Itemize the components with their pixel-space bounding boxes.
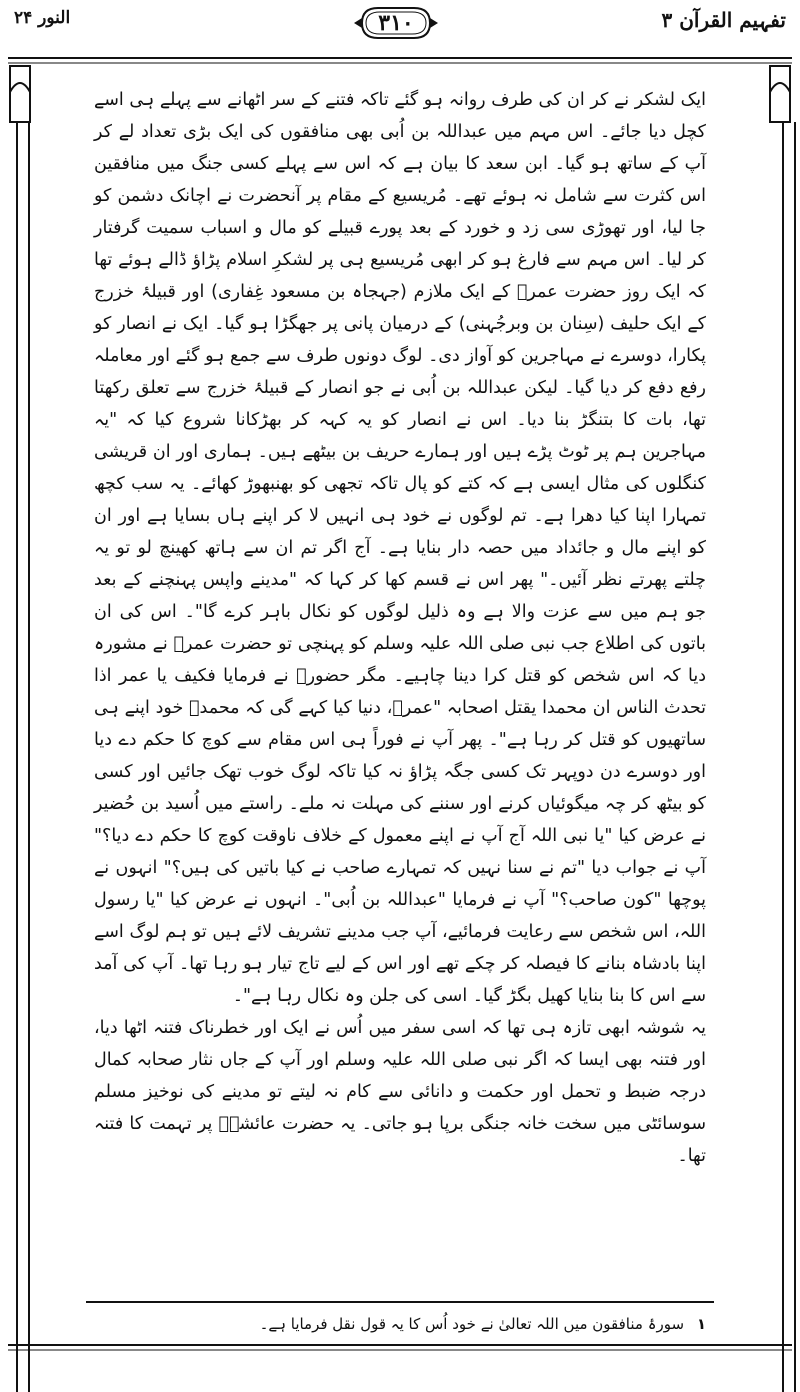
page-number-cartouche — [352, 4, 440, 42]
main-text — [94, 84, 706, 1172]
bottom-border-ornament-icon — [8, 1335, 792, 1355]
paragraph: ایک لشکر نے کر ان کی طرف روانہ ہو گئے تاکہ فتنے کے سر اٹھانے سے پہلے ہی اسے کچل دیا جائے۔ اس مہم میں عبداللہ بن اُبی بھی منافقوں کی ایک بڑی تعداد لے کر آپ کے ساتھ ہو گیا۔ ابن سعد کا بیان ہے کہ اس سے پہلے کسی جنگ میں منافقین اس کثرت سے شامل نہ ہوئے تھے۔ مُریسیع کے مقام پر آنحضرت نے اچانک دشمن کو جا لیا، اور تھوڑی سی زد و خورد کے بعد پورے قبیلے کو مال و اسباب سمیت گرفتار کر لیا۔ اس مہم سے فارغ ہو کر ابھی مُریسیع ہی پر لشکرِ اسلام پڑاؤ ڈالے ہوئے تھا کہ ایک روز حضرت عمرؓ کے ایک ملازم (جہجاہ بن مسعود غِفاری) اور قبیلۂ خزرج کے ایک حلیف (سِنان بن وبرجُہنی) کے درمیان پانی پر جھگڑا ہو گیا۔ ایک نے انصار کو پکارا، دوسرے نے مہاجرین کو آواز دی۔ لوگ دونوں طرف سے جمع ہو گئے اور معاملہ رفع دفع کر دیا گیا۔ لیکن عبداللہ بن اُبی نے جو انصار کے قبیلۂ خزرج سے تعلق رکھتا تھا، بات کا بتنگڑ بنا دیا۔ اس نے انصار کو یہ کہہ کر بھڑکانا شروع کیا کہ "یہ مہاجرین ہم پر ٹوٹ پڑے ہیں اور ہمارے حریف بن بیٹھے ہیں۔ ہماری اور ان قریشی کنگلوں کی مثال ایسی ہے کہ کتے کو پال تاکہ تجھی کو بھنبھوڑ کھائے۔ یہ سب کچھ تمہارا اپنا کیا دھرا ہے۔ تم لوگوں نے خود ہی انہیں لا کر اپنے ہاں بسایا ہے اور ان کو اپنے مال و جائداد میں حصہ دار بنایا ہے۔ آج اگر تم ان سے ہاتھ کھینچ لو تو یہ چلتے پھرتے نظر آئیں۔" پھر اس نے قسم کھا کر کہا کہ "مدینے واپس پہنچنے کے بعد جو ہم میں سے عزت والا ہے وہ ذلیل لوگوں کو نکال باہر کرے گا"۔ اس کی ان باتوں کی اطلاع جب نبی صلی اللہ علیہ وسلم کو پہنچی تو حضرت عمرؓ نے مشورہ دیا کہ اس شخص کو قتل کرا دینا چاہیے۔ مگر حضورؐ نے فرمایا فکیف یا عمر اذا تحدث الناس ان محمدا یقتل اصحابہ "عمرؓ، دنیا کیا کہے گی کہ محمدؐ خود اپنے ہی ساتھیوں کو قتل کر رہا ہے"۔ پھر آپ نے فوراً ہی اس مقام سے کوچ کا حکم دے دیا اور دوسرے دن دوپہر تک کسی جگہ پڑاؤ نہ کیا تاکہ لوگ خوب تھک جائیں اور کسی کو بیٹھ کر چہ میگوئیاں کرنے اور سننے کی مہلت نہ ملے۔ راستے میں اُسید بن حُضیر نے عرض کیا "یا نبی اللہ آج آپ نے اپنے معمول کے خلاف ناوقت کوچ کا حکم دے دیا؟" آپ نے جواب دیا "تم نے سنا نہیں کہ تمہارے صاحب نے کیا باتیں کی ہیں؟" انہوں نے پوچھا "کون صاحب؟" آپ نے فرمایا "عبداللہ بن اُبی"۔ انہوں نے عرض کیا "یا رسول اللہ، اس شخص سے رعایت فرمائیے، آپ جب مدینے تشریف لائے ہیں تو ہم لوگ اسے اپنا بادشاہ بنانے کا فیصلہ کر چکے تھے اور اس کے لیے تاج تیار ہو رہا تھا۔ آپ کی آمد سے اس کا بنا بنایا کھیل بگڑ گیا۔ اسی کی جلن وہ نکال رہا ہے"۔ — [94, 90, 706, 1006]
left-border-column — [16, 122, 30, 1392]
page-number: ۳۱۰ — [378, 10, 414, 36]
surah-reference: النور ۲۴ — [14, 8, 71, 28]
footnote-text: سورۂ منافقون میں اللہ تعالیٰ نے خود اُس کا یہ قول نقل فرمایا ہے۔ — [259, 1315, 685, 1333]
page-header — [0, 0, 800, 48]
paragraph: یہ شوشہ ابھی تازہ ہی تھا کہ اسی سفر میں اُس نے ایک اور خطرناک فتنہ اٹھا دیا، اور فتنہ بھی ایسا کہ اگر نبی صلی اللہ علیہ وسلم اور آپ کے جاں نثار صحابہ کمال درجہ ضبط و تحمل اور حکمت و دانائی سے کام نہ لیتے تو مدینے کی نوخیز مسلم سوسائٹی میں سخت خانہ جنگی برپا ہو جاتی۔ یہ حضرت عائشہؓ پر تہمت کا فتنہ تھا۔ — [94, 1018, 706, 1166]
footnote-marker: ۱ — [696, 1315, 706, 1333]
right-border-column — [782, 122, 796, 1392]
footnote — [94, 1312, 706, 1336]
footnote-divider — [86, 1301, 714, 1303]
book-title: تفہیم القرآن ۳ — [661, 8, 786, 32]
